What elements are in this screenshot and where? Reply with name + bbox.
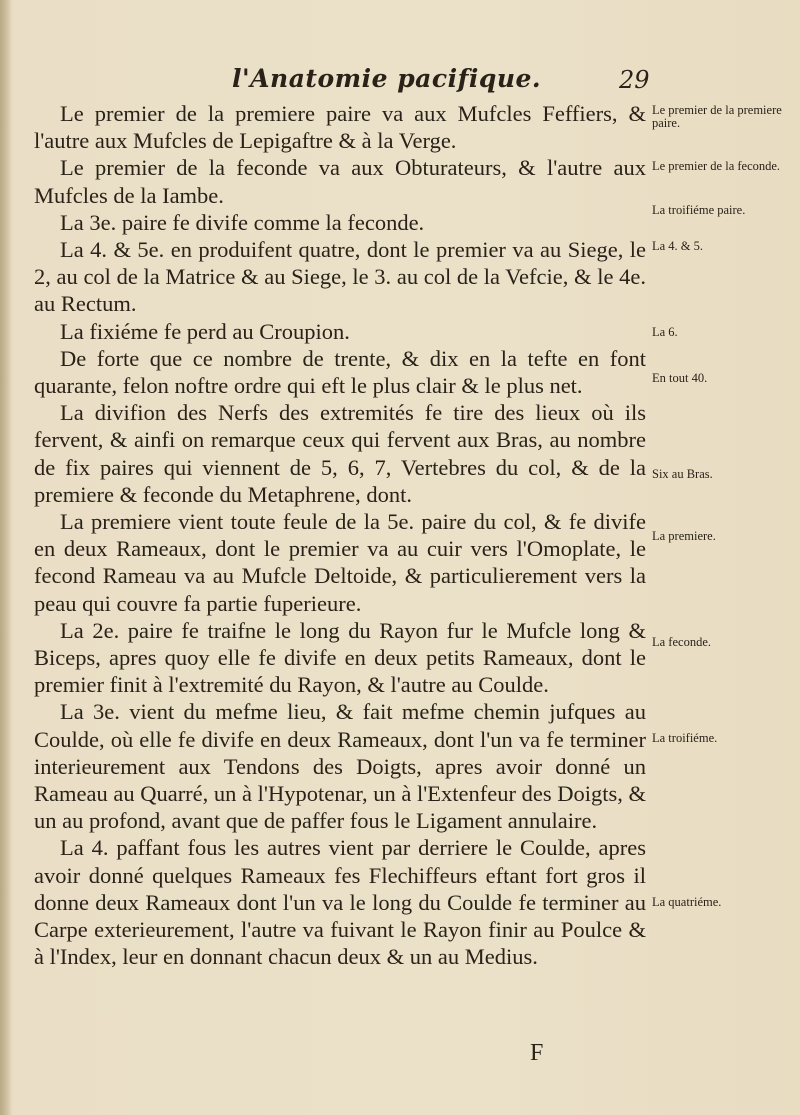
paragraph-8: La premiere vient toute feule de la 5e. paire du col, & fe divife en deux Rameaux, dont le premier va au cuir vers l'Omoplate, le fecond Rameau va au Mufcle Deltoide, & particulierement vers la peau qui couvre fa partie fuperieure.	[34, 509, 646, 616]
margin-note: Six au Bras.	[652, 467, 713, 481]
main-text	[34, 100, 646, 971]
margin-note: La feconde.	[652, 635, 711, 649]
margin-note: La 4. & 5.	[652, 239, 704, 253]
paragraph-4: La 4. & 5e. en produifent quatre, dont le premier va au Siege, le 2, au col de la Matrice & au Siege, le 3. au col de la Vefcie, & le 4e. au Rectum.	[34, 237, 646, 317]
margin-note: En tout 40.	[652, 371, 708, 385]
paragraph-1: Le premier de la premiere paire va aux Mufcles Feffiers, & l'autre aux Mufcles de Lepigaftre & à la Verge.	[34, 101, 646, 154]
margin-note: La troifiéme paire.	[652, 203, 746, 217]
margin-note: Le premier de la premiere paire.	[652, 103, 782, 130]
signature-mark: F	[530, 1040, 544, 1066]
paragraph-10: La 3e. vient du mefme lieu, & fait mefme chemin jufques au Coulde, où elle fe divife en deux Rameaux, dont l'un va fe terminer interieurement aux Tendons des Doigts, apres avoir donné un Rameau au Quarré, un à l'Hypotenar, un à l'Extenfeur des Doigts, & un au profond, avant que de paffer fous le Ligament annulaire.	[34, 699, 647, 834]
paragraph-11: La 4. paffant fous les autres vient par derriere le Coulde, apres avoir donné quelques Rameaux fes Flechiffeurs eftant fort gros il donne deux Rameaux dont l'un va le long du Coulde fe terminer au Carpe exterieurement, l'autre va fuivant le Rayon finir au Poulce & à l'Index, leur en donnant chacun deux & un au Medius.	[34, 835, 646, 970]
gutter-shadow	[0, 0, 12, 1115]
margin-note: La quatriéme.	[652, 895, 722, 909]
paragraph-3: La 3e. paire fe divife comme la feconde.	[60, 209, 425, 235]
paragraph-6: De forte que ce nombre de trente, & dix en la tefte en font quarante, felon noftre ordre qui eft le plus clair & le plus net.	[34, 345, 646, 399]
page-number: 29	[619, 66, 650, 94]
paragraph-7: La divifion des Nerfs des extremités fe tire des lieux où ils fervent, & ainfi on remarque ceux qui fervent aux Bras, au nombre de fix paires qui viennent de 5, 6, 7, Vertebres du col, & de la premiere & feconde du Metaphrene, dont.	[34, 400, 646, 507]
margin-note: La premiere.	[652, 529, 716, 543]
paragraph-9: La 2e. paire fe traifne le long du Rayon fur le Mufcle long & Biceps, apres quoy elle fe divife en deux petits Rameaux, dont le premier finit à l'extremité du Rayon, & l'autre au Coulde.	[34, 617, 646, 698]
paragraph-2: Le premier de la feconde va aux Obturateurs, & l'autre aux Mufcles de la Iambe.	[34, 155, 646, 208]
paragraph-5: La fixiéme fe perd au Croupion.	[60, 318, 350, 344]
margin-note: La troifiéme.	[652, 731, 718, 745]
margin-note: La 6.	[652, 325, 678, 339]
running-title: l'Anatomie pacifique.	[232, 64, 542, 93]
margin-notes	[652, 0, 798, 1115]
margin-note: Le premier de la feconde.	[652, 159, 781, 173]
